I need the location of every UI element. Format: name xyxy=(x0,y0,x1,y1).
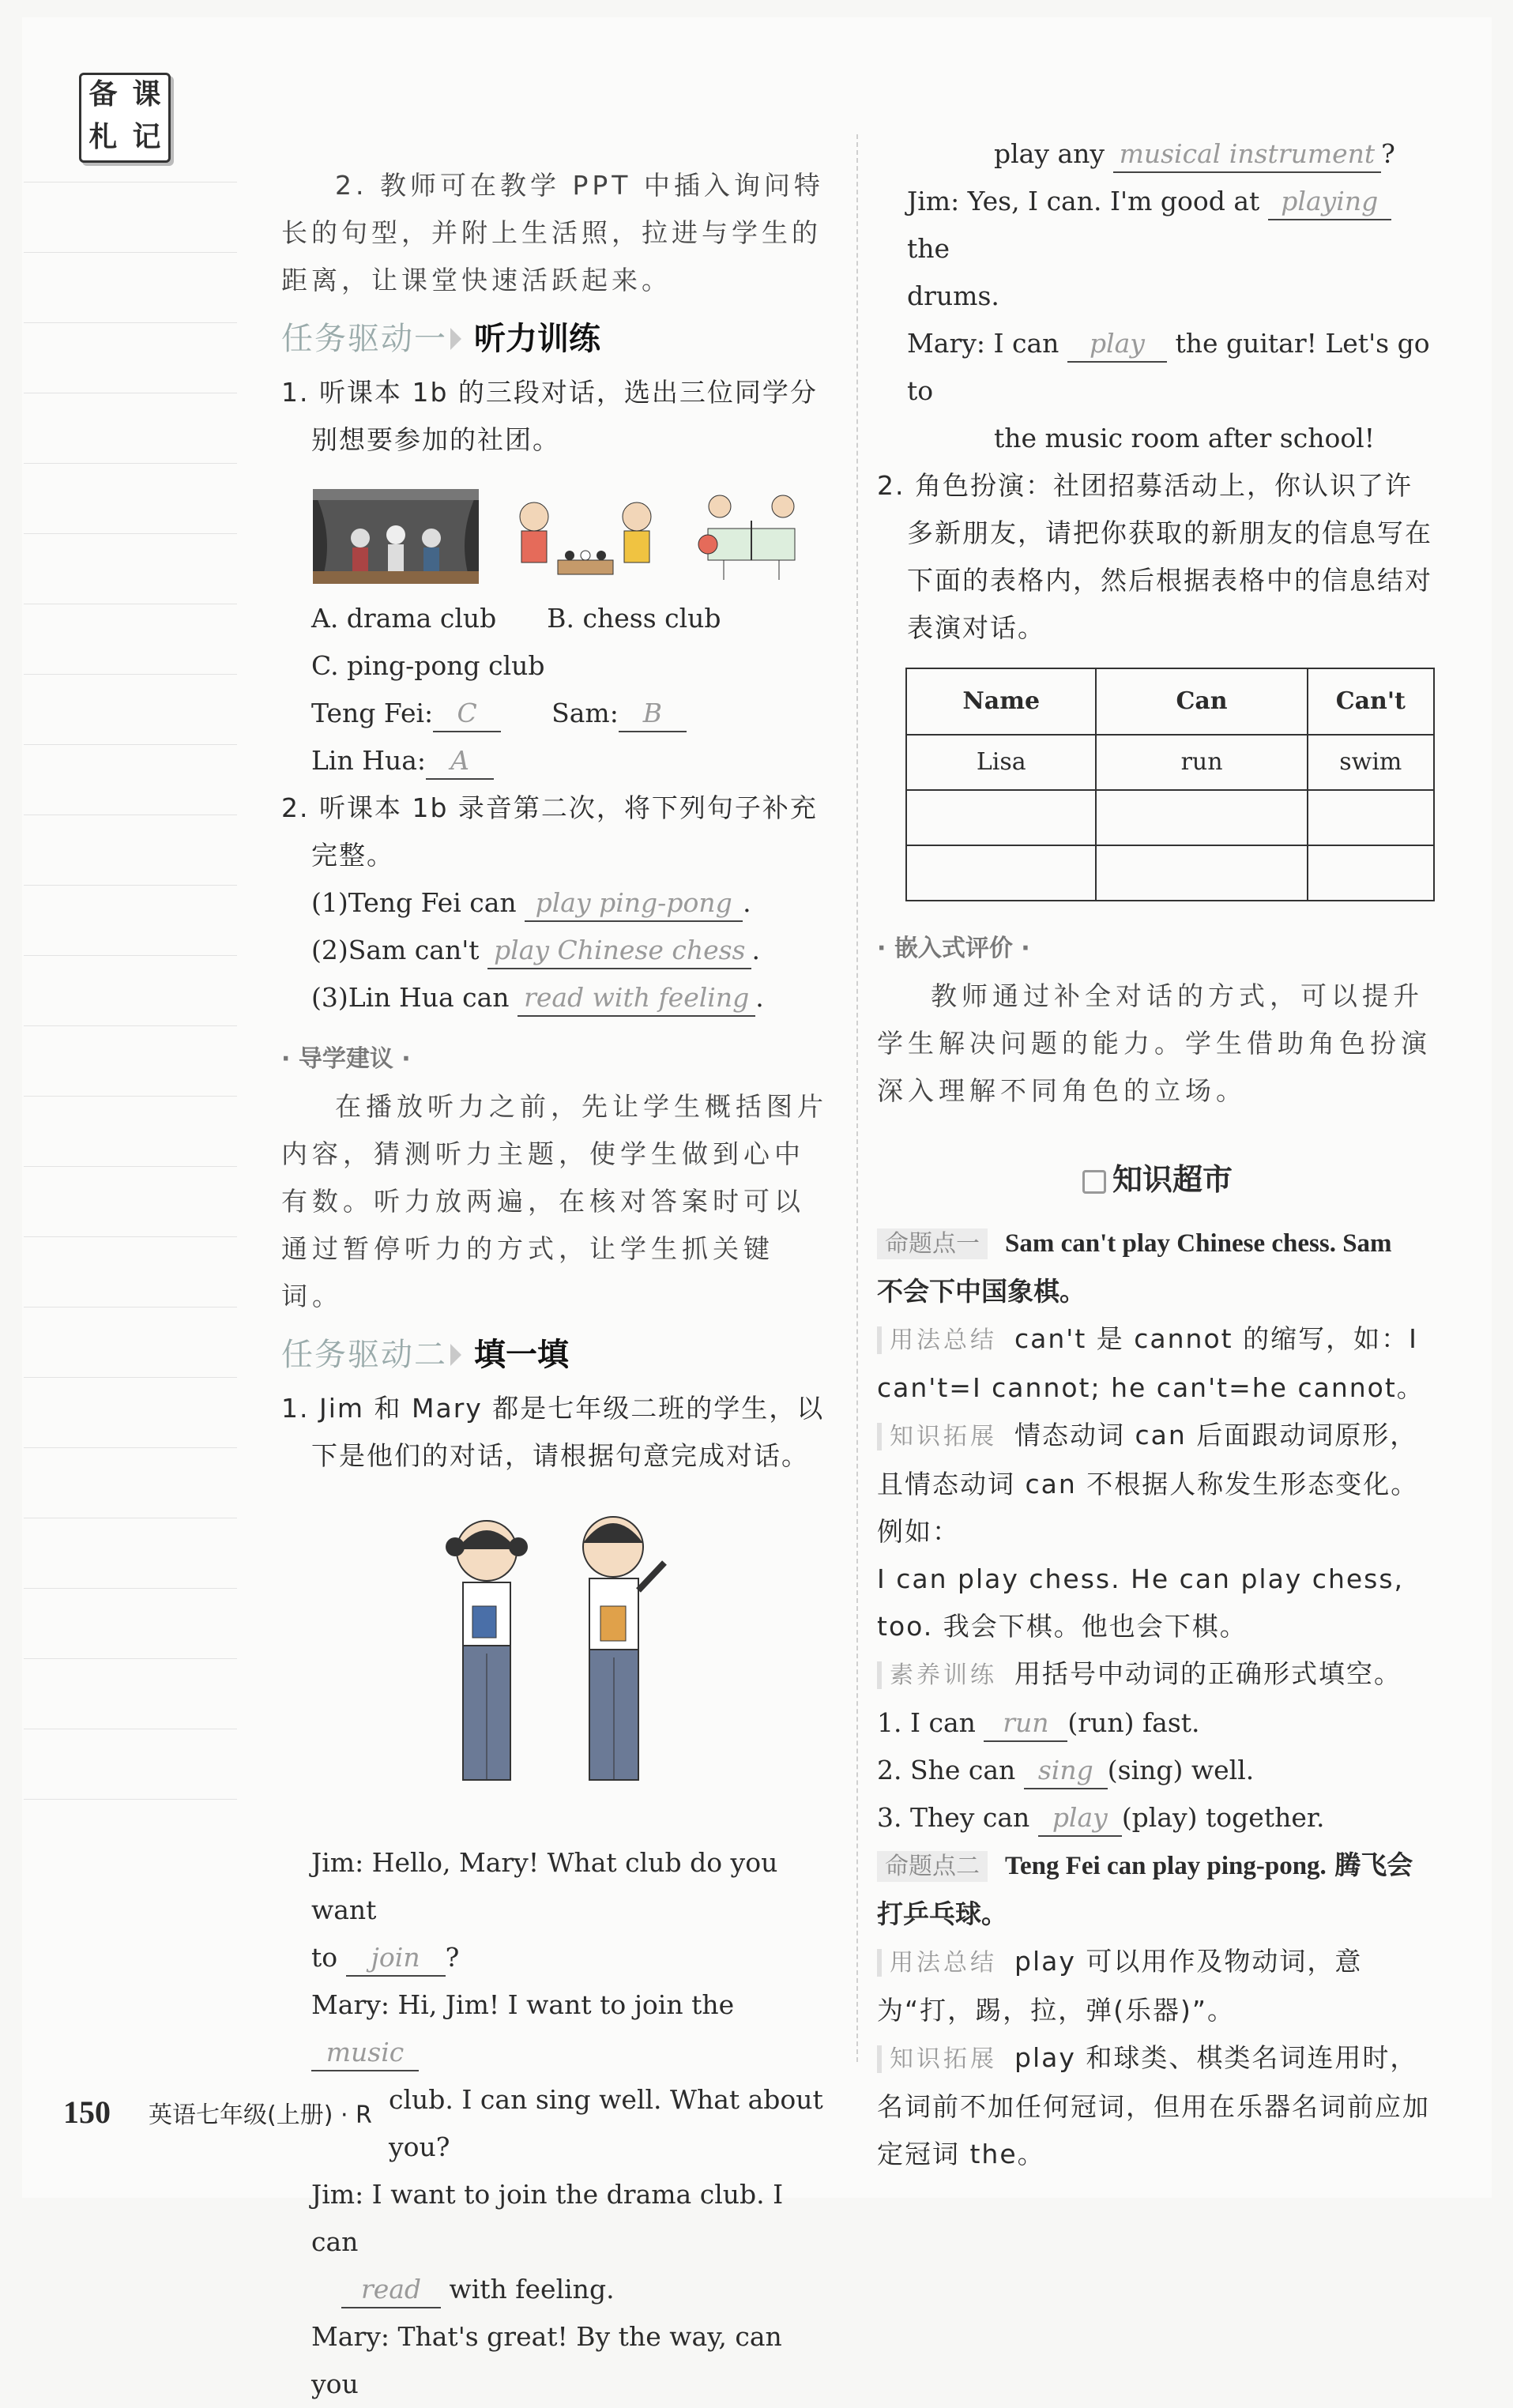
arrow-icon xyxy=(450,1344,461,1366)
exercise-text: (play) together. xyxy=(1121,1802,1325,1833)
tip-heading: · 导学建议 · xyxy=(281,1045,411,1073)
table-row[interactable] xyxy=(906,845,1434,901)
dialog-line: drums. xyxy=(907,280,999,311)
info-table xyxy=(905,668,1435,901)
market-icon xyxy=(1082,1170,1106,1194)
answer-blank[interactable]: A xyxy=(426,743,494,780)
exercise-text: 1. I can xyxy=(877,1707,976,1738)
dialog-line xyxy=(281,2266,834,2313)
table-row[interactable] xyxy=(906,790,1434,845)
option-b: B. chess club xyxy=(547,603,721,634)
point-sentence: Sam can't play Chinese chess. Sam xyxy=(1005,1229,1392,1258)
tip-body: 在播放听力之前，先让学生概括图片内容，猜测听力主题，使学生做到心中有数。听力放两遍，在核对答案时可以通过暂停听力的方式，让学生抓关键词。 xyxy=(281,1091,828,1311)
dialog-text: play any xyxy=(994,138,1105,169)
dialog-line xyxy=(281,1981,834,2076)
dialog-line xyxy=(877,320,1438,415)
stamp-char: 札 xyxy=(88,121,118,153)
left-column xyxy=(281,162,834,2408)
point-translation: 腾飞会打乒乓球。 xyxy=(877,1849,1413,1929)
note-label: 知识拓展 xyxy=(877,1423,997,1450)
dialog-text: the xyxy=(907,233,950,264)
tip-body: 教师通过补全对话的方式，可以提升学生解决问题的能力。学生借助角色扮演深入理解不同角色的立场。 xyxy=(877,980,1432,1106)
answer-blank[interactable]: read with feeling xyxy=(518,980,755,1017)
point-tag: 命题点二 xyxy=(877,1851,988,1882)
table-header-row xyxy=(906,668,1434,735)
task-title: 填一填 xyxy=(474,1337,569,1373)
task-label: 任务驱动二 xyxy=(281,1337,447,1373)
point-1 xyxy=(877,1219,1438,1315)
answer-blank[interactable]: musical instrument xyxy=(1113,137,1382,173)
table-header: Name xyxy=(906,668,1096,735)
note-text: play 可以用作及物动词，意为“打，踢，拉，弹(乐器)”。 xyxy=(877,1946,1363,2026)
task-label: 任务驱动一 xyxy=(281,321,447,357)
training-note xyxy=(877,1650,1438,1699)
extension-note xyxy=(877,1412,1438,1556)
table-cell[interactable] xyxy=(1308,790,1434,845)
note-text: 用括号中动词的正确形式填空。 xyxy=(1014,1658,1402,1689)
options-row xyxy=(281,595,834,642)
note-text: 情态动词 can 后面跟动词原形，且情态动词 can 不根据人称发生形态变化。例如： xyxy=(877,1420,1419,1547)
answer-blank[interactable]: read xyxy=(341,2272,441,2308)
intro-note: 2. 教师可在教学 PPT 中插入询问特长的句型，并附上生活照，拉进与学生的距离，让课堂快速活跃起来。 xyxy=(281,170,824,295)
example-sentence: I can play chess. He can play chess, too. 我会下棋。他也会下棋。 xyxy=(877,1563,1405,1642)
stamp-char: 课 xyxy=(132,78,161,111)
answers-row xyxy=(281,690,834,737)
table-header: Can xyxy=(1096,668,1307,735)
answer-label: Teng Fei: xyxy=(311,698,434,728)
answer-blank[interactable]: play xyxy=(1038,1800,1122,1837)
note-label: 用法总结 xyxy=(877,1326,997,1354)
answer-blank[interactable]: run xyxy=(984,1706,1067,1742)
period: . xyxy=(743,887,751,918)
point-translation: 不会下中国象棋。 xyxy=(877,1276,1086,1307)
teng-fei-answer xyxy=(311,690,501,737)
note-text: play 和球类、棋类名词连用时，名词前不加任何冠词，但用在乐器名词前应加定冠词 the。 xyxy=(877,2042,1430,2169)
answer-blank[interactable]: sing xyxy=(1024,1753,1108,1789)
note-label: 知识拓展 xyxy=(877,2045,997,2073)
note-label: 素养训练 xyxy=(877,1661,997,1689)
table-cell: Lisa xyxy=(906,735,1096,790)
sentence-text: (2)Sam can't xyxy=(311,935,480,965)
table-header: Can't xyxy=(1308,668,1434,735)
sentence-text: (1)Teng Fei can xyxy=(311,887,517,918)
table-cell[interactable] xyxy=(1096,790,1307,845)
point-sentence: Teng Fei can play ping-pong. xyxy=(1005,1852,1327,1880)
dialog-line xyxy=(877,178,1438,273)
page-footer xyxy=(63,2094,372,2131)
exercise-text: (sing) well. xyxy=(1107,1755,1255,1785)
dialog-line: Jim: Hello, Mary! What club do you want xyxy=(311,1847,778,1925)
stamp-char: 记 xyxy=(132,121,161,153)
sentence-text: (3)Lin Hua can xyxy=(311,982,510,1013)
option-a: A. drama club xyxy=(311,603,497,634)
table-cell[interactable] xyxy=(1096,845,1307,901)
exercise-3 xyxy=(877,1794,1438,1842)
task-heading-1 xyxy=(281,315,834,363)
point-tag: 命题点一 xyxy=(877,1228,988,1259)
right-column xyxy=(877,130,1438,2178)
period: . xyxy=(751,935,760,965)
dialog-text: Mary: I can xyxy=(907,328,1059,359)
lin-hua-answer xyxy=(281,737,834,784)
extension-note xyxy=(877,2034,1438,2178)
dialog-text: ? xyxy=(445,1942,460,1973)
answer-blank[interactable]: play Chinese chess xyxy=(487,933,751,969)
knowledge-market-heading xyxy=(877,1156,1438,1203)
ping-pong-club-image xyxy=(692,489,811,584)
table-cell[interactable] xyxy=(906,790,1096,845)
table-cell[interactable] xyxy=(906,845,1096,901)
answer-label: Sam: xyxy=(551,698,619,728)
dialog-text: ? xyxy=(1381,138,1395,169)
answer-blank[interactable]: play ping-pong xyxy=(525,886,743,922)
dialog-text: Mary: Hi, Jim! I want to join the xyxy=(311,1989,735,2020)
dialog-line: Mary: That's great! By the way, can you xyxy=(311,2321,782,2399)
sam-answer xyxy=(551,690,687,737)
notes-stamp xyxy=(79,73,171,163)
dialog-line xyxy=(281,1934,834,1981)
exercise-2 xyxy=(877,1747,1438,1794)
task-title: 听力训练 xyxy=(474,321,600,357)
exercise-text: 2. She can xyxy=(877,1755,1016,1785)
dialog-line: Jim: I want to join the drama club. I can xyxy=(311,2179,784,2257)
sentence-2 xyxy=(281,927,834,974)
answer-blank[interactable]: playing xyxy=(1268,184,1391,220)
club-pictures xyxy=(313,489,834,584)
arrow-icon xyxy=(450,328,461,350)
task-heading-2 xyxy=(281,1331,834,1379)
note-text: can't 是 cannot 的缩写，如：I can't=I cannot; he can't=he cannot。 xyxy=(877,1323,1425,1403)
dialog-line: club. I can sing well. What about you? xyxy=(389,2084,823,2162)
jim-and-mary-illustration xyxy=(423,1503,684,1804)
dialog-text: with feeling. xyxy=(449,2274,615,2305)
note-label: 用法总结 xyxy=(877,1949,997,1977)
option-c: C. ping-pong club xyxy=(311,650,545,681)
question-1-stem: 1. 听课本 1b 的三段对话，选出三位同学分别想要参加的社团。 xyxy=(281,377,818,455)
dialog-line: the music room after school! xyxy=(994,423,1375,453)
answer-blank[interactable]: B xyxy=(619,696,687,732)
chess-club-image xyxy=(510,489,661,584)
dialog-text: Jim: Yes, I can. I'm good at xyxy=(907,186,1260,216)
point-2 xyxy=(877,1842,1438,1938)
exercise-1 xyxy=(877,1699,1438,1747)
question-2-stem: 2. 角色扮演：社团招募活动上，你认识了许多新朋友，请把你获取的新朋友的信息写在下面的表格内，然后根据表格中的信息结对表演对话。 xyxy=(877,470,1432,643)
table-row xyxy=(906,735,1434,790)
question-2-stem: 2. 听课本 1b 录音第二次，将下列句子补充完整。 xyxy=(281,792,818,871)
exercise-text: 3. They can xyxy=(877,1802,1030,1833)
column-divider xyxy=(856,134,858,2062)
tip-heading: · 嵌入式评价 · xyxy=(877,935,1030,962)
page-number: 150 xyxy=(63,2094,111,2130)
dialog-text: the guitar! Let's go to xyxy=(907,328,1430,406)
answer-blank[interactable]: join xyxy=(346,1940,446,1977)
book-title: 英语七年级(上册) · R xyxy=(149,2101,372,2129)
usage-note xyxy=(877,1315,1438,1412)
notes-margin-lines xyxy=(24,182,237,1869)
sentence-3 xyxy=(281,974,834,1022)
table-cell: run xyxy=(1096,735,1307,790)
exercise-text: (run) fast. xyxy=(1067,1707,1200,1738)
answer-blank[interactable]: C xyxy=(433,696,501,732)
drama-club-image xyxy=(313,489,479,584)
answer-label: Lin Hua: xyxy=(311,745,427,776)
answer-blank[interactable]: play xyxy=(1067,326,1167,363)
stamp-char: 备 xyxy=(88,78,118,111)
answer-blank[interactable]: music xyxy=(311,2035,419,2071)
usage-note xyxy=(877,1938,1438,2034)
dialog-text: to xyxy=(311,1942,338,1973)
sentence-1 xyxy=(281,879,834,927)
period: . xyxy=(755,982,764,1013)
market-title: 知识超市 xyxy=(1112,1162,1233,1197)
question-3-stem: 1. Jim 和 Mary 都是七年级二班的学生，以下是他们的对话，请根据句意完成对话。 xyxy=(281,1393,825,1471)
table-cell[interactable] xyxy=(1308,845,1434,901)
dialog-line xyxy=(877,130,1438,178)
table-cell: swim xyxy=(1308,735,1434,790)
